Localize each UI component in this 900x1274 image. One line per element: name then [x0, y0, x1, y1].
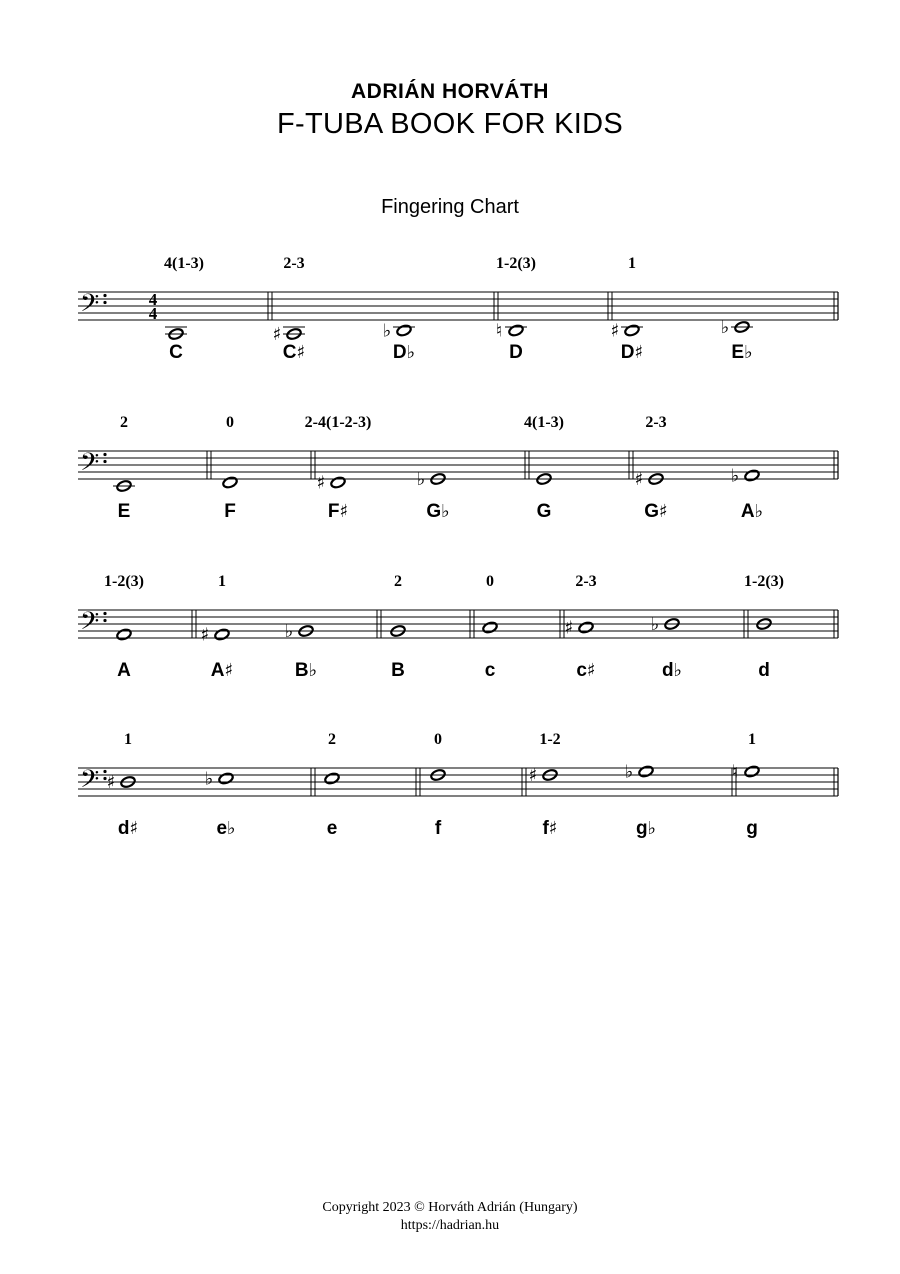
note-name-accidental: ♭	[308, 660, 318, 681]
note-head	[482, 621, 498, 634]
fingering-label: 2-3	[645, 414, 667, 431]
note-head	[218, 772, 234, 785]
whole-note	[744, 469, 760, 482]
note-name-accidental: ♭	[647, 818, 657, 839]
clef-dot	[103, 460, 106, 463]
bass-clef-icon: 𝄢	[80, 289, 100, 324]
accidental-icon: ♭	[382, 320, 392, 342]
note-name: D♭	[392, 342, 416, 363]
clef-dot	[103, 619, 106, 622]
note-name: F♯	[327, 501, 349, 522]
note-name: B	[391, 660, 405, 681]
accidental-icon: ♭	[720, 317, 730, 338]
note-name-accidental: ♭	[744, 342, 753, 363]
note-head	[222, 476, 238, 489]
accidental-icon: ♭	[284, 621, 294, 642]
note-name-accidental: ♯	[129, 818, 139, 839]
note-name: F	[224, 501, 236, 522]
accidental-icon: ♭	[416, 469, 426, 490]
whole-note	[116, 628, 132, 641]
fingering-label: 0	[434, 731, 442, 748]
clef-dot	[103, 453, 106, 456]
note-name: c	[484, 660, 496, 681]
note-name-accidental: ♯	[659, 501, 668, 522]
whole-note	[283, 327, 305, 341]
note-head	[578, 621, 594, 634]
fingering-label: 4(1-3)	[524, 414, 564, 431]
accidental-icon: ♯	[564, 617, 574, 639]
note-name: E	[117, 501, 131, 522]
accidental-icon: ♭	[730, 465, 740, 487]
bass-clef-icon: 𝄢	[80, 607, 100, 642]
note-name: d♭	[661, 660, 683, 681]
note-name: d	[758, 660, 770, 681]
note-name: G♭	[426, 501, 450, 522]
accidental-icon: ♭	[204, 768, 214, 790]
note-name: g♭	[635, 818, 657, 839]
fingering-label: 2	[328, 731, 336, 748]
note-head	[744, 765, 760, 778]
whole-note	[731, 320, 753, 333]
clef-dot	[103, 612, 106, 615]
note-head	[330, 476, 346, 489]
fingering-label: 2	[120, 414, 128, 431]
fingering-label: 1-2(3)	[496, 255, 536, 272]
time-signature-top: 4	[148, 290, 158, 309]
whole-note	[621, 324, 643, 337]
author-name: ADRIÁN HORVÁTH	[351, 80, 549, 103]
fingering-label: 4(1-3)	[164, 255, 204, 272]
whole-note	[324, 772, 340, 785]
accidental-icon: ♮	[731, 761, 739, 783]
note-name: D	[509, 342, 523, 363]
accidental-icon: ♯	[610, 320, 620, 342]
whole-note	[482, 621, 498, 634]
fingering-label: 2-3	[575, 573, 597, 590]
whole-note	[165, 327, 187, 341]
note-name: A♯	[210, 660, 234, 681]
note-head	[396, 324, 412, 337]
note-name: B♭	[294, 660, 318, 681]
note-name-accidental: ♭	[227, 818, 236, 839]
fingering-label: 1-2	[539, 731, 561, 748]
note-head	[744, 469, 760, 482]
note-name: A	[117, 660, 131, 681]
whole-note	[393, 324, 415, 337]
note-name: e	[326, 818, 338, 839]
note-name-accidental: ♯	[634, 342, 644, 363]
note-name-accidental: ♭	[673, 660, 683, 681]
accidental-icon: ♯	[528, 765, 538, 786]
fingering-label: 0	[226, 414, 234, 431]
bass-clef-icon: 𝄢	[80, 765, 100, 800]
staff-system-3	[78, 610, 838, 641]
note-head	[508, 324, 524, 337]
note-name: e♭	[216, 818, 236, 839]
fingering-label: 1	[748, 731, 756, 748]
accidental-icon: ♯	[106, 772, 116, 793]
note-name-accidental: ♯	[296, 342, 306, 363]
accidental-icon: ♯	[634, 469, 644, 490]
note-name-accidental: ♭	[441, 501, 450, 522]
fingering-label: 1	[628, 255, 636, 272]
whole-note	[113, 479, 135, 492]
copyright-text: Copyright 2023 © Horváth Adrián (Hungary)	[322, 1200, 578, 1215]
whole-note	[505, 324, 527, 337]
book-title: F-TUBA BOOK FOR KIDS	[277, 108, 623, 140]
note-name-accidental: ♯	[339, 501, 349, 522]
note-name: A♭	[740, 501, 764, 522]
accidental-icon: ♭	[650, 614, 660, 635]
fingering-label: 1-2(3)	[744, 573, 784, 590]
note-name: C♯	[282, 342, 306, 363]
whole-note	[578, 621, 594, 634]
chart-subtitle: Fingering Chart	[381, 196, 519, 218]
accidental-icon: ♯	[272, 324, 282, 345]
fingering-label: 0	[486, 573, 494, 590]
fingering-label: 2	[394, 573, 402, 590]
accidental-icon: ♯	[200, 624, 210, 646]
time-signature-bottom: 4	[148, 304, 158, 323]
whole-note	[218, 772, 234, 785]
bass-clef-icon: 𝄢	[80, 448, 100, 483]
staff-system-2	[78, 451, 838, 493]
note-head	[638, 765, 654, 778]
accidental-icon: ♭	[624, 761, 634, 783]
note-name-accidental: ♯	[548, 818, 558, 839]
note-name: G♯	[644, 501, 668, 522]
whole-note	[744, 765, 760, 778]
note-name: f♯	[542, 818, 558, 839]
note-name: C	[169, 342, 183, 363]
fingering-label: 2-3	[283, 255, 305, 272]
note-name: D♯	[620, 342, 644, 363]
fingering-label: 1-2(3)	[104, 573, 144, 590]
accidental-icon: ♮	[495, 320, 503, 342]
website-url: https://hadrian.hu	[400, 1218, 500, 1233]
note-name: G	[536, 501, 552, 522]
whole-note	[638, 765, 654, 778]
note-head	[324, 772, 340, 785]
note-name: g	[746, 818, 758, 839]
fingering-label: 1	[124, 731, 132, 748]
note-name-accidental: ♭	[754, 501, 764, 522]
fingering-label: 1	[218, 573, 226, 590]
whole-note	[330, 476, 346, 489]
clef-dot	[103, 301, 106, 304]
clef-dot	[103, 294, 106, 297]
note-name: c♯	[576, 660, 596, 681]
note-name-accidental: ♯	[586, 660, 596, 681]
note-name: f	[434, 818, 442, 839]
fingering-label: 2-4(1-2-3)	[304, 414, 372, 431]
note-name-accidental: ♭	[406, 342, 416, 363]
whole-note	[214, 628, 230, 641]
staff-system-4	[78, 765, 838, 796]
whole-note	[222, 476, 238, 489]
note-head	[214, 628, 230, 641]
note-name: E♭	[731, 342, 753, 363]
note-name: d♯	[117, 818, 139, 839]
accidental-icon: ♯	[316, 472, 326, 494]
note-head	[116, 628, 132, 641]
note-head	[624, 324, 640, 337]
note-name-accidental: ♯	[224, 660, 234, 681]
